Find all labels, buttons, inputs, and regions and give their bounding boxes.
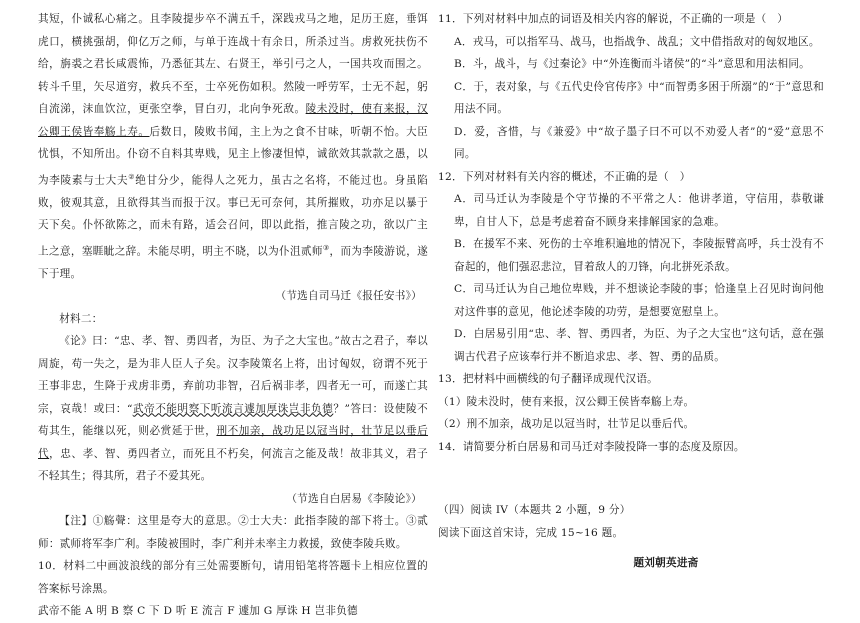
source-citation-2: （节选自白居易《李陵论》） [286, 492, 422, 505]
question-11: 11．下列对材料中加点的词语及相关内容的解说，不正确的一项是（ ） [438, 13, 789, 25]
material-two-paragraph: 《论》曰：“忠、孝、智、勇四者，为臣、为子之大宝也。”故古之君子，奉以周旋，苟一失之，是为非人臣人子矣。汉李陵策名上将，出讨匈奴，窃谓不死于王事非忠，生降于戎虏非勇，弃前功非智，召后祸非孝，四者无一可，而遂亡其宗，哀哉！或曰：“武帝不能明察下听流言遽加厚诛岂非负德？”答曰：设使陵不苟其生，能继以死，则必赏延于世，刑不加亲，战功足以冠当时，壮节足以垂后代，忠、孝、智、勇四者立，而死且不朽矣，何流言之能及哉！故非其义，君子不轻其生；得其所，君子不爱其死。 [38, 335, 429, 483]
question-12: 12．下列对材料有关内容的概述，不正确的是（ ） [438, 170, 691, 183]
question-12-option-b: B．在援军不来、死伤的士卒堆积遍地的情况下，李陵振臂高呼，兵士没有不奋起的，他们强忍悲泣，冒着敌人的刀锋，向北拼死杀敌。 [454, 238, 824, 273]
section-four-heading: （四）阅读 IV（本题共 2 小题，9 分） [438, 504, 631, 516]
question-10: 10．材料二中画波浪线的部分有三处需要断句，请用铅笔将答题卡上相应位置的答案标号涂黑。 [38, 560, 428, 595]
section-four-instruction: 阅读下面这首宋诗，完成 15~16 题。 [438, 526, 624, 539]
question-13-part-1: （1）陵未没时，使有来报，汉公卿王侯皆奉觞上寿。 [438, 395, 695, 408]
right-column [438, 8, 824, 575]
question-12-option-d: D．白居易引用“忠、孝、智、勇四者，为臣、为子之大宝也”这句话，意在强调古代君子应该奉行并不断追求忠、孝、智、勇的品质。 [454, 328, 824, 363]
footnote-marker-2: ② [128, 172, 136, 181]
answer-space [438, 458, 824, 499]
source-citation-1: （节选自司马迁《报任安书》） [275, 290, 422, 303]
underlined-sentence-1: 陵未没时，使有来报，汉公卿王侯皆奉觞上寿。 [38, 103, 429, 138]
material-one-paragraph: 其短，仆诚私心痛之。且李陵提步卒不满五千，深践戎马之地，足历王庭，垂饵虎口，横挑强胡，仰亿万之师，与单于连战十有余日，所杀过当。虏救死扶伤不给，旃裘之君长咸震怖，乃悉征其左、右贤王，举引弓之人，一国共攻而围之。转斗千里，矢尽道穷，救兵不至，士卒死伤如积。然陵一呼劳军，士无不起，躬自流涕，沫血饮泣，更张空拳，冒白刃，北向争死敌。陵未没时，使有来报，汉公卿王侯皆奉觞上寿。后数日，陵败书闻，主上为之食不甘味，听朝不怡。大臣忧惧，不知所出。仆窃不自料其卑贱，见主上惨凄怛悼，诚欲效其款款之愚，以为李陵素与士大夫②绝甘分少，能得人之死力，虽古之名将，不能过也。身虽陷败，彼观其意，且欲得其当而报于汉。事已无可奈何，其所摧败，功亦足以暴于天下矣。仆怀欲陈之，而未有路，适会召问，即以此指，推言陵之功，欲以广主上之意，塞睚眦之辞。未能尽明，明主不晓，以为仆沮贰师③，而为李陵游说，遂下于理。 [38, 13, 429, 280]
poem-title: 题刘朝英进斋 [633, 557, 699, 569]
question-11-option-a: A．戎马，可以指军马、战马，也指战争、战乱；文中借指敌对的匈奴地区。 [454, 35, 820, 48]
question-13: 13．把材料中画横线的句子翻译成现代汉语。 [438, 373, 659, 385]
annotation-note: 【注】①觞聲：这里是夸大的意思。②士大夫：此指李陵的部下将士。③贰师：贰师将军李广利。李陵被围时，李广利并未率主力救援，致使李陵兵败。 [38, 515, 428, 550]
underlined-sentence-2: 刑不加亲，战功足以冠当时，壮节足以垂后代 [38, 425, 429, 460]
question-14: 14．请简要分析白居易和司马迁对李陵投降一事的态度及原因。 [438, 440, 745, 453]
question-11-option-d: D．爱，吝惜，与《兼爱》中“故子墨子曰不可以不劝爱人者”的“爱”意思不同。 [454, 125, 824, 160]
question-12-option-c: C．司马迁认为自己地位卑贱，并不想谈论李陵的事；恰逢皇上召见时询问他对这件事的意见，他论述李陵的功劳，是想要宽慰皇上。 [454, 283, 824, 318]
question-13-part-2: （2）刑不加亲，战功足以冠当时，壮节足以垂后代。 [438, 418, 695, 430]
question-10-options: 武帝不能 A 明 B 察 C 下 D 听 E 流言 F 遽加 G 厚诛 H 岂非负德 [38, 605, 358, 618]
question-12-option-a: A．司马迁认为李陵是个守节操的不平常之人：他讲孝道，守信用，恭敬谦卑，自甘人下，总是考虑着奋不顾身来排解国家的急难。 [454, 193, 824, 228]
question-11-option-b: B．斗，战斗，与《过秦论》中“外连衡而斗诸侯”的“斗”意思和用法相同。 [454, 58, 811, 70]
material-two-heading: 材料二： [59, 312, 103, 325]
left-column [38, 8, 428, 623]
question-11-option-c: C．于，表对象，与《五代史伶官传序》中“而智勇多困于所溺”的“于”意思和用法不同。 [454, 80, 824, 115]
wavy-underlined-text: 武帝不能明察下听流言遽加厚诛岂非负德 [132, 402, 334, 415]
footnote-marker-3: ③ [322, 243, 330, 252]
